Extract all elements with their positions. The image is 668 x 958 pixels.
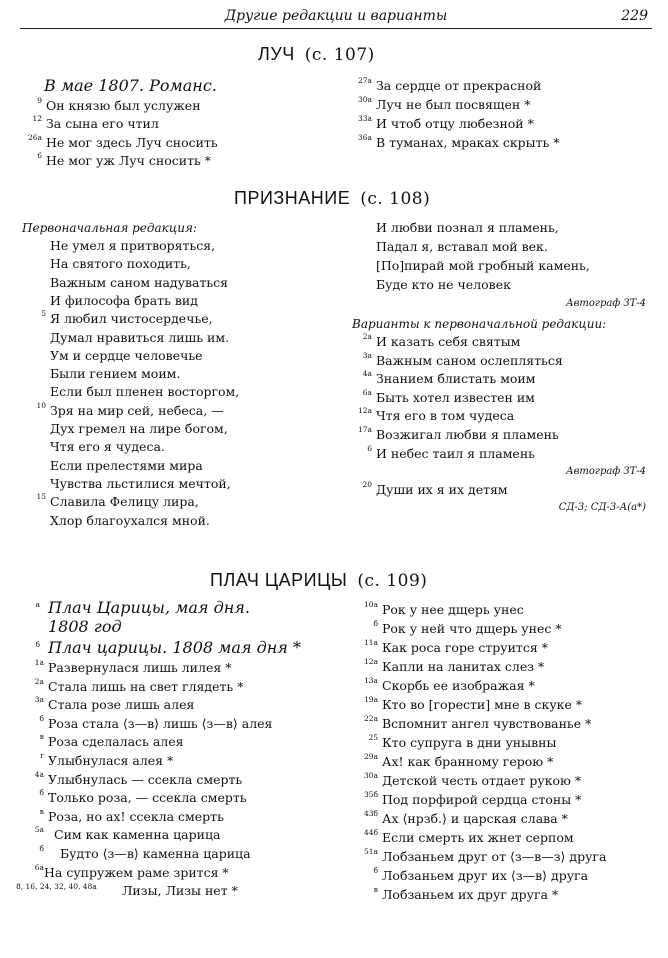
verse-line: Стала лишь на свет глядеть *	[48, 678, 244, 694]
verse-line: Детской честь отдает рукою *	[382, 773, 582, 788]
verse-line: Славила Фелицу лира,	[50, 494, 199, 510]
verse-line: Лобзаньем друг их ⟨з—в⟩ друга	[382, 868, 589, 883]
line-number: 6а	[34, 862, 44, 872]
verse-line: Луч не был посвящен *	[376, 97, 531, 112]
verse-line: Будто ⟨з—в⟩ каменна царица	[60, 846, 251, 861]
line-number: 5	[41, 309, 46, 319]
line-number: а	[35, 600, 40, 609]
verse-line: Вспомнит ангел чувствованье *	[382, 716, 592, 731]
verse-line: Скорбь ее изображая *	[382, 678, 535, 693]
line-number: б	[373, 619, 378, 628]
source-note: Автограф ЗТ-4	[566, 298, 646, 309]
line-number: 1а	[34, 658, 44, 667]
verse-line: Он князю был услужен	[46, 98, 201, 113]
line-number: б	[39, 713, 44, 723]
line-number: 51а	[363, 847, 378, 856]
page-number: 229	[621, 8, 648, 24]
verse-line: Важным саном ослепляться	[376, 352, 563, 368]
source-note: Автограф ЗТ-4	[566, 466, 646, 477]
verse-line: Роза сделалась алея	[48, 734, 184, 750]
verse-line: Души их я их детям	[376, 482, 508, 497]
line-number: 6	[37, 150, 42, 160]
verse-line: И любви познал я пламень,	[376, 220, 559, 235]
line-number: 44б	[363, 828, 378, 837]
verse-line: За сердце от прекрасной	[376, 78, 542, 93]
line-number: 4а	[34, 769, 44, 779]
line-number: 43б	[363, 809, 378, 818]
running-title: Другие редакции и варианты	[224, 8, 448, 24]
heading-ref: (с. 109)	[357, 571, 428, 591]
line-number: 13а	[363, 676, 378, 685]
verse-line: Как роса горе струится *	[382, 640, 548, 655]
line-number: 12а	[363, 657, 378, 666]
verse-line: Если был пленен восторгом,	[50, 384, 240, 400]
verse-line: В туманах, мраках скрыть *	[376, 135, 560, 150]
line-number: 11а	[363, 638, 378, 647]
line-number: 10	[36, 400, 46, 410]
verse-line: Если прелестями мира	[50, 457, 203, 473]
verse-line: Буде кто не человек	[376, 277, 511, 292]
line-number: 25	[368, 733, 378, 742]
verse-line: И небес таил я пламень	[376, 445, 535, 461]
heading-text: ПЛАЧ ЦАРИЦЫ	[210, 570, 348, 590]
poem-title-variant: Плач царицы. 1808 мая дня *	[48, 638, 301, 657]
verse-line: Развернулася лишь лилея *	[48, 660, 232, 675]
line-number: 29а	[363, 752, 378, 761]
verse-line: Чувства льстилися мечтой,	[50, 475, 231, 491]
verse-line: Лобзаньем друг от ⟨з—в—з⟩ друга	[382, 849, 607, 864]
line-number: 19а	[363, 695, 378, 704]
line-number: 35б	[363, 790, 378, 799]
verse-line: Ум и сердце человечье	[50, 347, 203, 363]
line-number: 3а	[34, 695, 44, 705]
verse-line: И философа брать вид	[50, 292, 198, 308]
verse-line: Если смерть их жнет серпом	[382, 830, 574, 845]
running-header	[20, 6, 652, 29]
verse-line: Думал нравиться лишь им.	[50, 329, 230, 345]
section-heading-luch	[258, 44, 375, 65]
verse-line: Рок у ней что дщерь унес *	[382, 621, 562, 636]
verse-line: Падал я, вставал мой век.	[376, 239, 548, 254]
source-note: СД-3; СД-3-А(а*)	[558, 502, 646, 513]
verse-line: Кто супруга в дни унывны	[382, 735, 557, 750]
verse-line: Кто во [горести] мне в скуке *	[382, 697, 583, 712]
verse-line: Зря на мир сей, небеса, —	[50, 402, 224, 418]
line-number: 8, 16, 24, 32, 40, 48а	[16, 882, 97, 892]
first-edition-label: Первоначальная редакция:	[22, 221, 197, 235]
verse-line: Хлор благоухался мной.	[50, 512, 210, 528]
line-number: 2а	[34, 676, 44, 686]
line-number: г	[40, 751, 44, 760]
line-number: 6	[367, 443, 372, 453]
verse-line: Я любил чистосердечье,	[50, 311, 213, 327]
line-number: 10а	[363, 600, 378, 609]
line-number: б	[373, 866, 378, 875]
verse-line: На святого походить,	[50, 256, 191, 272]
line-number: 36а	[357, 133, 372, 142]
line-number: 30а	[363, 771, 378, 780]
line-number: 17а	[357, 425, 372, 434]
verse-line: Капли на ланитах слез *	[382, 659, 545, 674]
heading-text: ЛУЧ	[258, 44, 295, 64]
poem-title-variant: В мае 1807. Романс.	[44, 76, 217, 95]
verse-line: Были гением моим.	[50, 366, 181, 382]
verse-line: Роза, но ах! ссекла смерть	[48, 808, 224, 824]
line-number: б	[35, 640, 40, 649]
section-heading-priznanie	[234, 188, 430, 209]
verse-line: И чтоб отцу любезной *	[376, 116, 534, 131]
verse-line: Ах! как бранному герою *	[382, 754, 554, 769]
verse-line: Не мог здесь Луч сносить	[46, 134, 218, 150]
line-number: 4а	[362, 369, 372, 379]
verse-line: Рок у нее дщерь унес	[382, 602, 524, 617]
variants-label: Варианты к первоначальной редакции:	[352, 317, 607, 331]
line-number: б	[39, 844, 44, 853]
verse-line: Знанием блистать моим	[376, 371, 536, 387]
line-number: 22а	[363, 714, 378, 723]
verse-line: Возжигал любви я пламень	[376, 427, 559, 442]
line-number: 30а	[357, 95, 372, 104]
verse-line: Улыбнулася алея *	[48, 753, 174, 768]
line-number: 6а	[362, 387, 372, 397]
section-heading-plach	[210, 570, 427, 591]
line-number: 2а	[362, 332, 372, 341]
line-number: в	[39, 732, 44, 742]
verse-line: Сим как каменна царица	[54, 827, 221, 843]
verse-line: Чтя его я чудеса.	[50, 439, 165, 455]
line-number: в	[39, 806, 44, 816]
verse-line: Чтя его в том чудеса	[376, 408, 515, 424]
verse-line: Улыбнулась — ссекла смерть	[48, 771, 243, 787]
line-number: 12	[32, 114, 42, 124]
heading-ref: (с. 107)	[304, 45, 375, 65]
line-number: 20	[362, 480, 372, 489]
verse-line: Лобзаньем их друг друга *	[382, 887, 559, 902]
verse-line: Важным саном надуваться	[50, 274, 229, 290]
verse-line: [По]пирай мой гробный камень,	[376, 258, 590, 273]
poem-title-year: 1808 год	[48, 617, 122, 636]
verse-line: Не мог уж Луч сносить *	[46, 152, 212, 168]
line-number: 12а	[357, 406, 372, 416]
verse-line: За сына его чтил	[46, 116, 159, 132]
verse-line: Стала розе лишь алея	[48, 697, 195, 713]
verse-line: На супружем раме зрится *	[44, 864, 229, 880]
line-number: 15	[36, 492, 46, 502]
line-number: 26а	[27, 132, 42, 142]
line-number: в	[373, 885, 378, 894]
verse-line: Дух гремел на лире богом,	[50, 421, 228, 436]
verse-line: Роза стала ⟨з—в⟩ лишь ⟨з—в⟩ алея	[48, 715, 273, 731]
line-number: 3а	[362, 350, 372, 360]
line-number: 27а	[357, 76, 372, 85]
verse-line: Под порфирой сердца стоны *	[382, 792, 582, 807]
verse-line: Быть хотел известен им	[376, 389, 535, 405]
verse-line: Только роза, — ссекла смерть	[48, 790, 247, 806]
verse-line: И казать себя святым	[376, 334, 521, 349]
line-number: 9	[37, 96, 42, 105]
line-number: б	[39, 788, 44, 798]
verse-line: Лизы, Лизы нет *	[122, 883, 238, 899]
heading-ref: (с. 108)	[360, 189, 431, 209]
verse-line: Ах ⟨нрзб.⟩ и царская слава *	[382, 811, 568, 826]
verse-line: Не умел я притворяться,	[50, 238, 216, 253]
line-number: 5а	[34, 825, 44, 835]
poem-title-variant: Плач Царицы, мая дня.	[48, 598, 250, 617]
line-number: 33а	[357, 114, 372, 123]
heading-text: ПРИЗНАНИЕ	[234, 188, 351, 208]
